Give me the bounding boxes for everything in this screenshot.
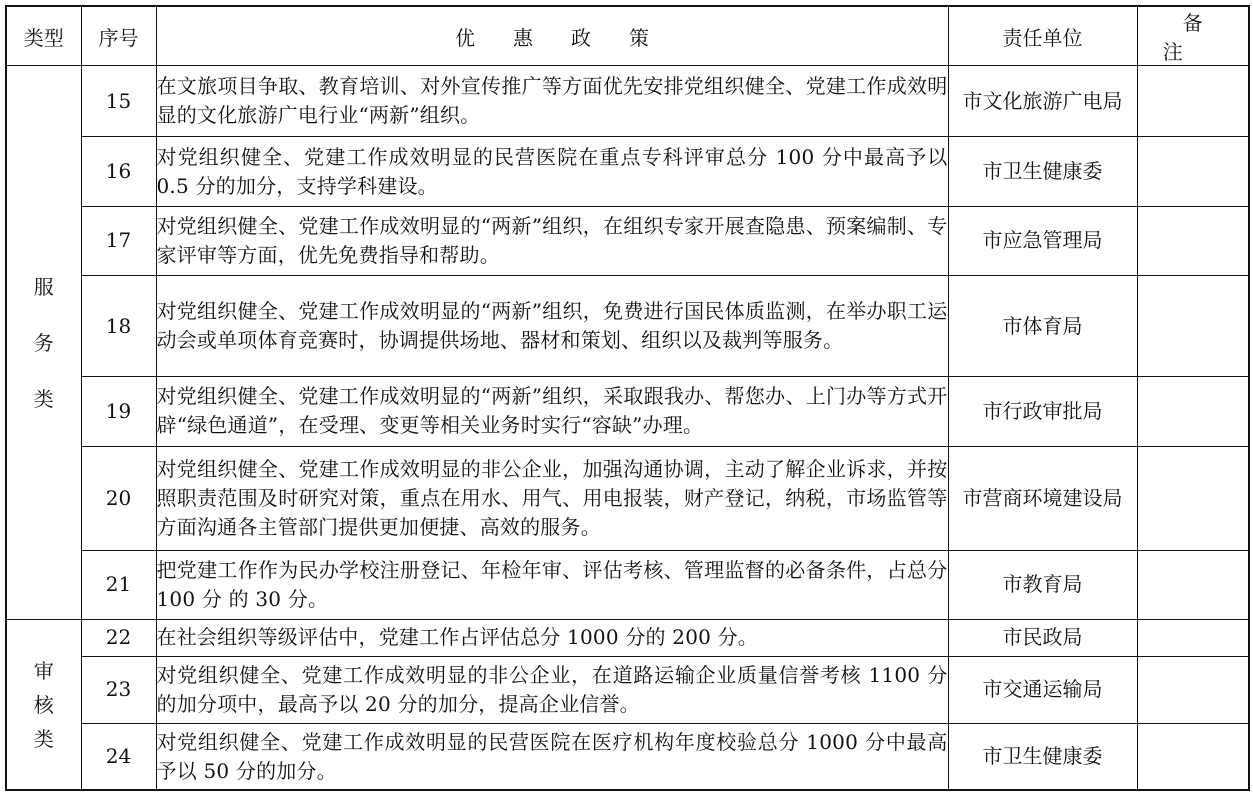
- note-cell: [1137, 724, 1249, 790]
- note-cell: [1137, 66, 1249, 137]
- unit-cell: 市民政局: [948, 620, 1137, 657]
- note-cell: [1137, 137, 1249, 206]
- type-char: 类: [33, 726, 54, 751]
- policy-cell: 在文旅项目争取、教育培训、对外宣传推广等方面优先安排党组织健全、党建工作成效明显的文化旅游广电行业“两新”组织。: [156, 66, 948, 137]
- table-row: [6, 550, 1249, 619]
- table-row: [6, 620, 1249, 657]
- seq-cell: 23: [81, 656, 156, 723]
- table-row: [6, 137, 1249, 206]
- seq-cell: 19: [81, 377, 156, 446]
- table-row: [6, 206, 1249, 275]
- unit-cell: 市交通运输局: [948, 656, 1137, 723]
- note-cell: [1137, 550, 1249, 619]
- header-unit: 责任单位: [948, 6, 1137, 66]
- policy-table: [5, 5, 1250, 791]
- note-cell: [1137, 620, 1249, 657]
- note-cell: [1137, 656, 1249, 723]
- type-char: 类: [33, 386, 54, 411]
- unit-cell: 市行政审批局: [948, 377, 1137, 446]
- header-type: 类型: [6, 6, 81, 66]
- header-seq: 序号: [81, 6, 156, 66]
- table-header: [6, 6, 1249, 66]
- seq-cell: 24: [81, 724, 156, 790]
- type-char: 核: [33, 692, 54, 717]
- seq-cell: 16: [81, 137, 156, 206]
- policy-cell: 在社会组织等级评估中，党建工作占评估总分 1000 分的 200 分。: [156, 620, 948, 657]
- policy-cell: 对党组织健全、党建工作成效明显的“两新”组织，采取跟我办、帮您办、上门办等方式开辟“绿色通道”，在受理、变更等相关业务时实行“容缺”办理。: [156, 377, 948, 446]
- header-policy: 优惠政策: [156, 6, 948, 66]
- unit-cell: 市体育局: [948, 276, 1137, 377]
- seq-cell: 18: [81, 276, 156, 377]
- type-cell: [6, 66, 81, 620]
- unit-cell: 市文化旅游广电局: [948, 66, 1137, 137]
- table-body: [6, 66, 1249, 791]
- table-row: [6, 656, 1249, 723]
- header-note: 备注: [1137, 6, 1249, 66]
- unit-cell: 市应急管理局: [948, 206, 1137, 275]
- table-row: [6, 724, 1249, 790]
- seq-cell: 17: [81, 206, 156, 275]
- note-cell: [1137, 276, 1249, 377]
- unit-cell: 市卫生健康委: [948, 724, 1137, 790]
- policy-cell: 对党组织健全、党建工作成效明显的民营医院在医疗机构年度校验总分 1000 分中最高予以 50 分的加分。: [156, 724, 948, 790]
- note-cell: [1137, 206, 1249, 275]
- unit-cell: 市教育局: [948, 550, 1137, 619]
- policy-cell: 对党组织健全、党建工作成效明显的“两新”组织，免费进行国民体质监测，在举办职工运动会或单项体育竞赛时，协调提供场地、器材和策划、组织以及裁判等服务。: [156, 276, 948, 377]
- note-cell: [1137, 377, 1249, 446]
- table-row: [6, 276, 1249, 377]
- policy-cell: 对党组织健全、党建工作成效明显的民营医院在重点专科评审总分 100 分中最高予以 0.5 分的加分，支持学科建设。: [156, 137, 948, 206]
- policy-cell: 对党组织健全、党建工作成效明显的非公企业，在道路运输企业质量信誉考核 1100 分的加分项中，最高予以 20 分的加分，提高企业信誉。: [156, 656, 948, 723]
- type-char: 审: [33, 658, 54, 683]
- table-row: [6, 377, 1249, 446]
- table-row: [6, 446, 1249, 550]
- seq-cell: 22: [81, 620, 156, 657]
- policy-cell: 把党建工作作为民办学校注册登记、年检年审、评估考核、管理监督的必备条件，占总分 100 分 的 30 分。: [156, 550, 948, 619]
- seq-cell: 21: [81, 550, 156, 619]
- note-cell: [1137, 446, 1249, 550]
- type-cell: [6, 620, 81, 790]
- seq-cell: 20: [81, 446, 156, 550]
- seq-cell: 15: [81, 66, 156, 137]
- table-row: [6, 66, 1249, 137]
- unit-cell: 市卫生健康委: [948, 137, 1137, 206]
- type-char: 服: [33, 274, 54, 299]
- policy-cell: 对党组织健全、党建工作成效明显的非公企业，加强沟通协调，主动了解企业诉求，并按照职责范围及时研究对策，重点在用水、用气、用电报装，财产登记，纳税，市场监管等方面沟通各主管部门提供更加便捷、高效的服务。: [156, 446, 948, 550]
- unit-cell: 市营商环境建设局: [948, 446, 1137, 550]
- policy-cell: 对党组织健全、党建工作成效明显的“两新”组织，在组织专家开展查隐患、预案编制、专家评审等方面，优先免费指导和帮助。: [156, 206, 948, 275]
- type-char: 务: [33, 330, 54, 355]
